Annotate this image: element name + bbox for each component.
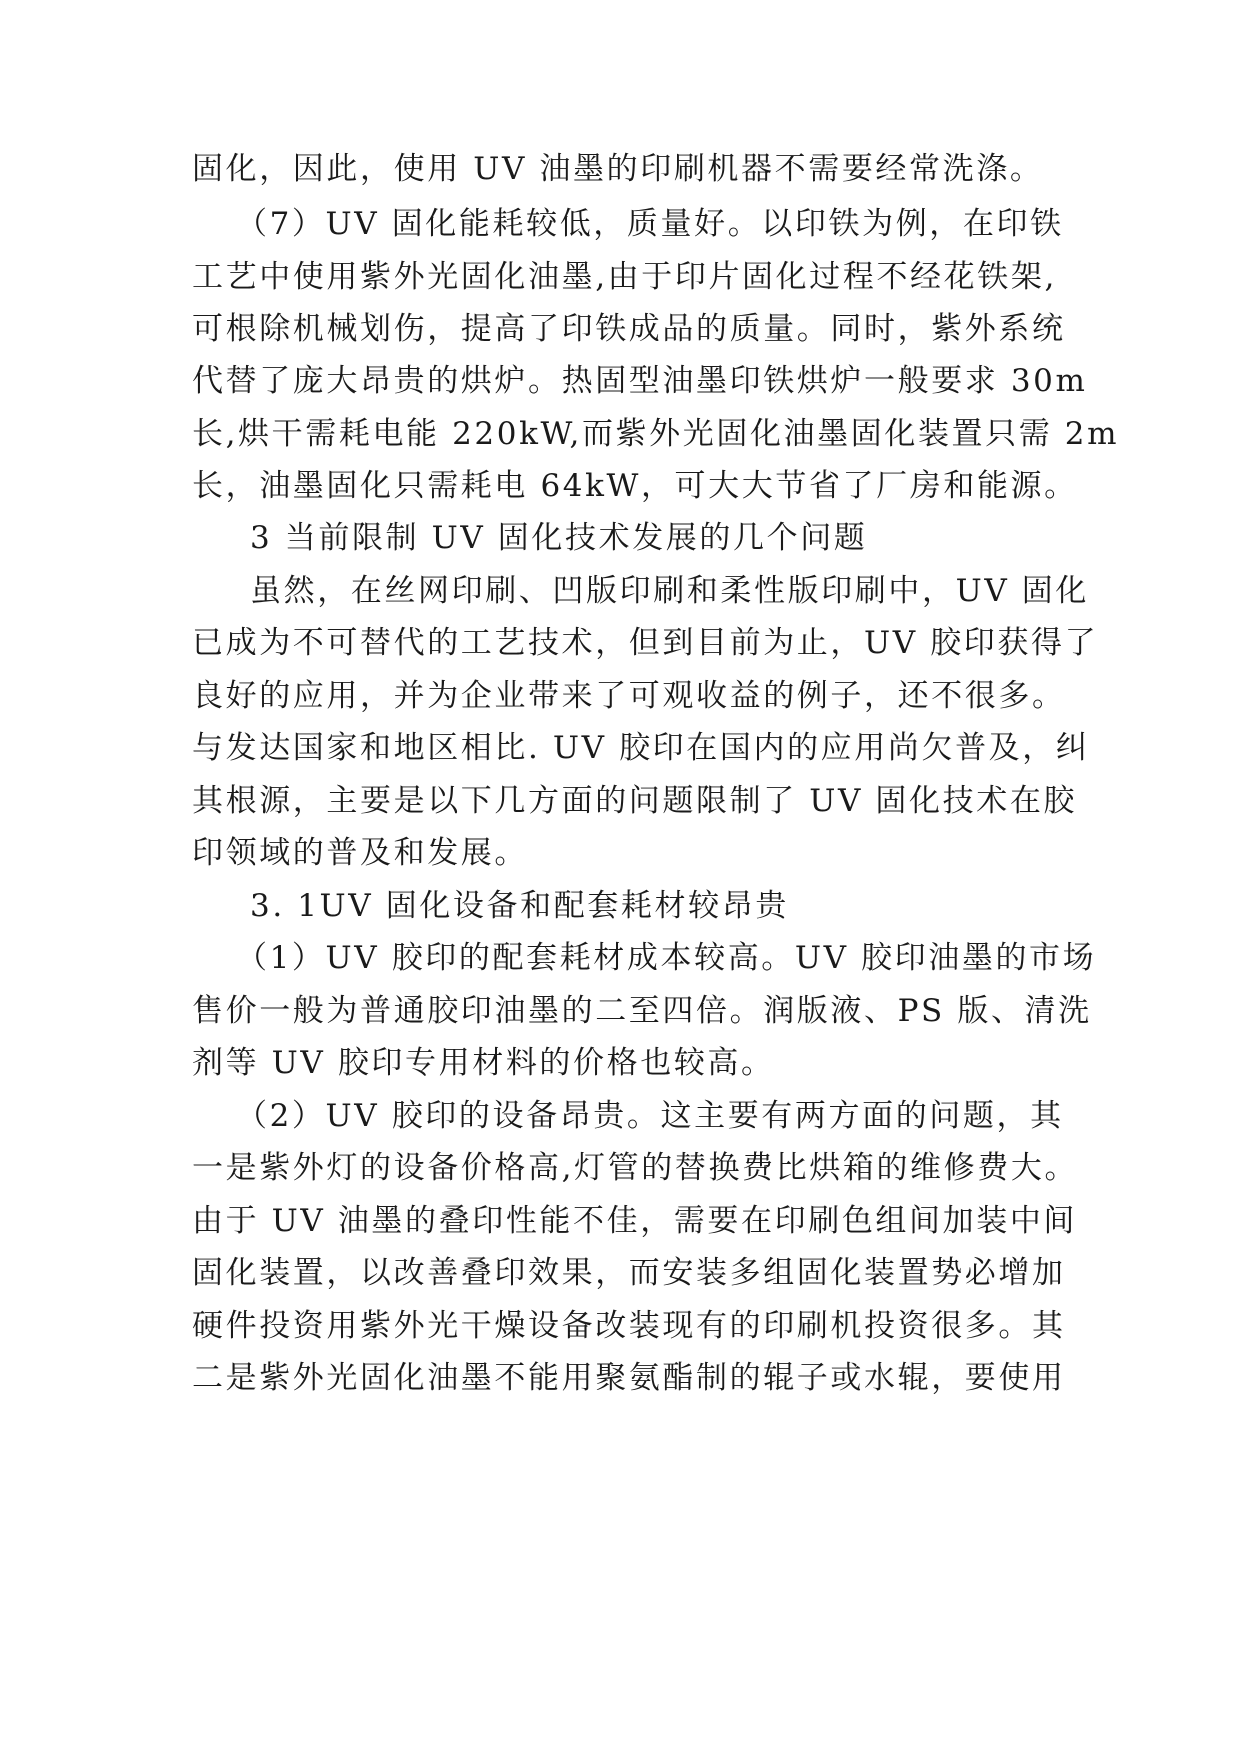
text-line: 剂等 UV 胶印专用材料的价格也较高。 [192,1045,775,1081]
text-line: 长，油墨固化只需耗电 64kW，可大大节省了厂房和能源。 [192,468,1078,504]
text-line: 由于 UV 油墨的叠印性能不佳，需要在印刷色组间加装中间 [192,1203,1078,1239]
text-line: 售价一般为普通胶印油墨的二至四倍。润版液、PS 版、清洗 [192,993,1092,1029]
text-line: 印领域的普及和发展。 [192,835,528,871]
text-line: 可根除机械划伤，提高了印铁成品的质量。同时，紫外系统 [192,311,1066,347]
text-line: （7）UV 固化能耗较低，质量好。以印铁为例，在印铁 [236,206,1064,242]
section-heading: 3 当前限制 UV 固化技术发展的几个问题 [250,520,868,556]
text-line: 一是紫外灯的设备价格高,灯管的替换费比烘箱的维修费大。 [192,1150,1079,1186]
text-line: 工艺中使用紫外光固化油墨,由于印片固化过程不经花铁架, [192,259,1057,295]
text-line: 良好的应用，并为企业带来了可观收益的例子，还不很多。 [192,678,1066,714]
text-line: 硬件投资用紫外光干燥设备改装现有的印刷机投资很多。其 [192,1308,1066,1344]
subsection-heading: 3. 1UV 固化设备和配套耗材较昂贵 [250,888,789,924]
text-line: （1）UV 胶印的配套耗材成本较高。UV 胶印油墨的市场 [236,940,1097,976]
text-line: 代替了庞大昂贵的烘炉。热固型油墨印铁烘炉一般要求 30m [192,363,1088,399]
text-line: 二是紫外光固化油墨不能用聚氨酯制的辊子或水辊，要使用 [192,1360,1066,1396]
text-line: 虽然，在丝网印刷、凹版印刷和柔性版印刷中，UV 固化 [250,573,1089,609]
text-line: 已成为不可替代的工艺技术，但到目前为止，UV 胶印获得了 [192,625,1099,661]
text-line: 与发达国家和地区相比. UV 胶印在国内的应用尚欠普及，纠 [192,730,1090,766]
text-line: （2）UV 胶印的设备昂贵。这主要有两方面的问题，其 [236,1098,1064,1134]
text-line: 固化装置，以改善叠印效果，而安装多组固化装置势必增加 [192,1255,1066,1291]
text-line: 长,烘干需耗电能 220kW,而紫外光固化油墨固化装置只需 2m [192,416,1120,452]
text-line: 固化，因此，使用 UV 油墨的印刷机器不需要经常洗涤。 [192,151,1044,187]
text-line: 其根源，主要是以下几方面的问题限制了 UV 固化技术在胶 [192,783,1078,819]
